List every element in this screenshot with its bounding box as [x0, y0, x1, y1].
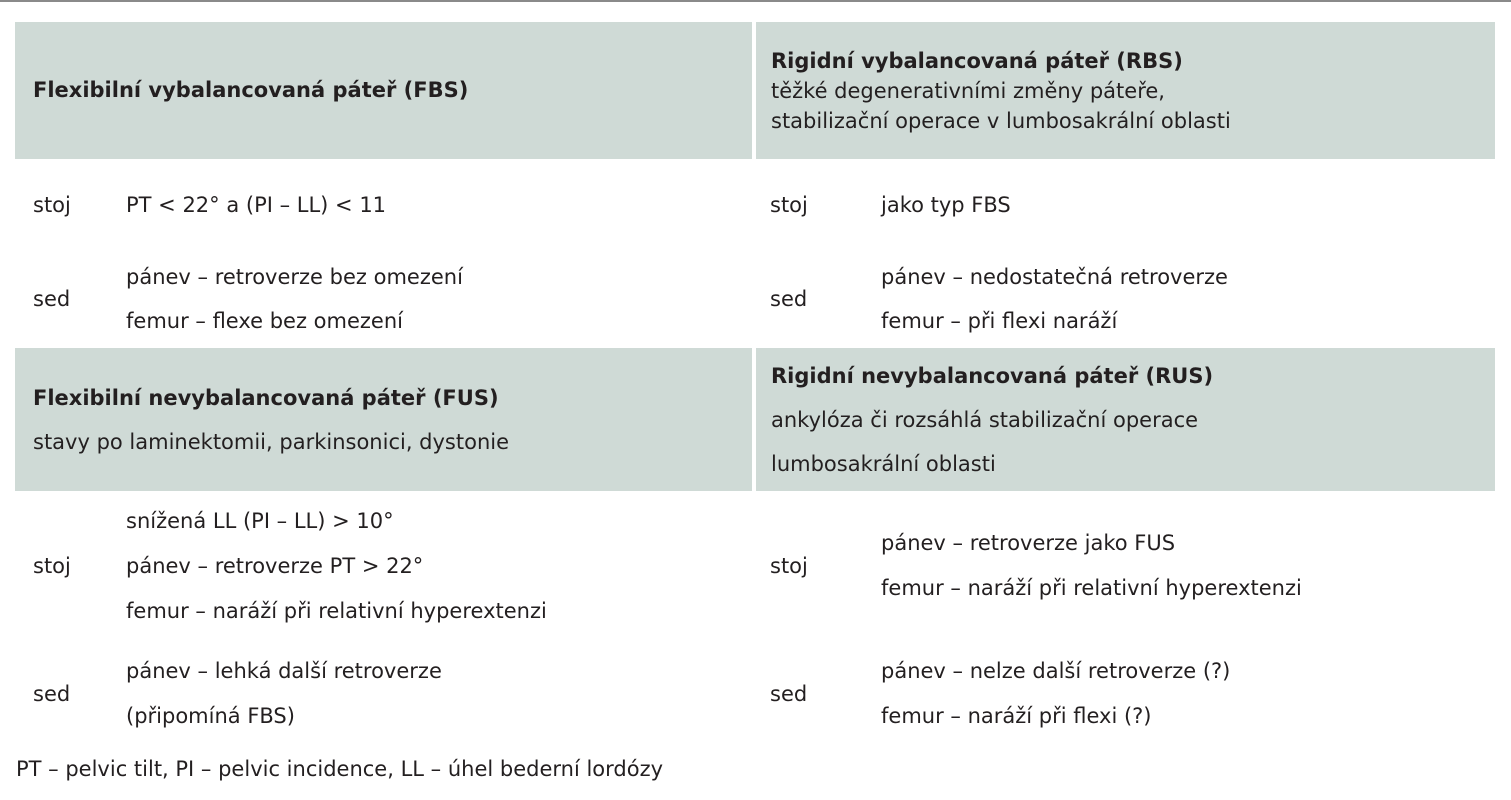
rbs-stoj-line: jako typ FBS — [881, 192, 1011, 217]
rus-title: Rigidní nevybalancovaná páteř (RUS) — [771, 363, 1214, 388]
rus-stoj-line: femur – naráží při relativní hyperextenzi — [881, 576, 1302, 600]
row-label-stoj: stoj — [770, 553, 808, 578]
rbs-header — [752, 22, 1495, 159]
rus-stoj-line: pánev – retroverze jako FUS — [881, 531, 1176, 555]
row-label-stoj: stoj — [33, 553, 71, 578]
row-label-sed: sed — [33, 681, 71, 706]
rus-sed-line: pánev – nelze další retroverze (?) — [881, 659, 1231, 683]
row-label-sed: sed — [770, 287, 808, 311]
row-label-stoj: stoj — [770, 192, 808, 217]
fus-stoj-line: femur – naráží při relativní hyperextenzi — [126, 598, 547, 623]
rbs-subtitle-line: těžké degenerativními změny páteře, — [771, 78, 1165, 103]
fus-stoj-line: pánev – retroverze PT > 22° — [126, 553, 424, 578]
rus-sed-line: femur – naráží při flexi (?) — [881, 704, 1152, 728]
rus-body — [752, 491, 1495, 747]
fbs-stoj-line: PT < 22° a (PI – LL) < 11 — [126, 192, 387, 217]
fbs-sed-line: pánev – retroverze bez omezení — [126, 265, 463, 289]
rus-header — [752, 348, 1495, 491]
fus-stoj-row — [15, 491, 752, 641]
fus-body — [15, 491, 752, 747]
row-label-stoj: stoj — [33, 192, 71, 217]
rbs-sed-row — [756, 250, 1495, 348]
rus-stoj-row — [756, 491, 1495, 641]
rbs-subtitle-line: stabilizační operace v lumbosakrální oblasti — [771, 108, 1231, 133]
top-rule — [0, 0, 1511, 2]
rbs-body — [752, 159, 1495, 348]
rbs-sed-line: pánev – nedostatečná retroverze — [881, 265, 1228, 289]
table-footnote: PT – pelvic tilt, PI – pelvic incidence, LL – úhel bederní lordózy — [16, 757, 664, 781]
row-label-sed: sed — [770, 681, 808, 706]
classification-table — [15, 22, 1495, 747]
row-label-sed: sed — [33, 287, 71, 311]
fus-stoj-line: snížená LL (PI – LL) > 10° — [126, 508, 394, 533]
fus-sed-row — [15, 641, 752, 747]
rus-sed-row — [756, 641, 1495, 747]
fus-header — [15, 348, 752, 491]
fus-subtitle-line: stavy po laminektomii, parkinsonici, dystonie — [33, 429, 510, 454]
fbs-header — [15, 22, 752, 159]
fbs-stoj-row — [15, 159, 752, 250]
rbs-sed-line: femur – při flexi naráží — [881, 309, 1118, 333]
rus-subtitle-line: lumbosakrální oblasti — [771, 451, 996, 476]
fus-sed-line: pánev – lehká další retroverze — [126, 659, 442, 683]
fbs-sed-row — [15, 250, 752, 348]
rbs-title: Rigidní vybalancovaná páteř (RBS) — [771, 48, 1183, 73]
rbs-stoj-row — [756, 159, 1495, 250]
fbs-body — [15, 159, 752, 348]
fus-sed-line: (připomíná FBS) — [126, 704, 295, 728]
fus-title: Flexibilní nevybalancovaná páteř (FUS) — [33, 385, 499, 410]
fbs-sed-line: femur – flexe bez omezení — [126, 309, 403, 333]
fbs-title: Flexibilní vybalancovaná páteř (FBS) — [33, 78, 469, 102]
rus-subtitle-line: ankylóza či rozsáhlá stabilizační operace — [771, 407, 1199, 432]
